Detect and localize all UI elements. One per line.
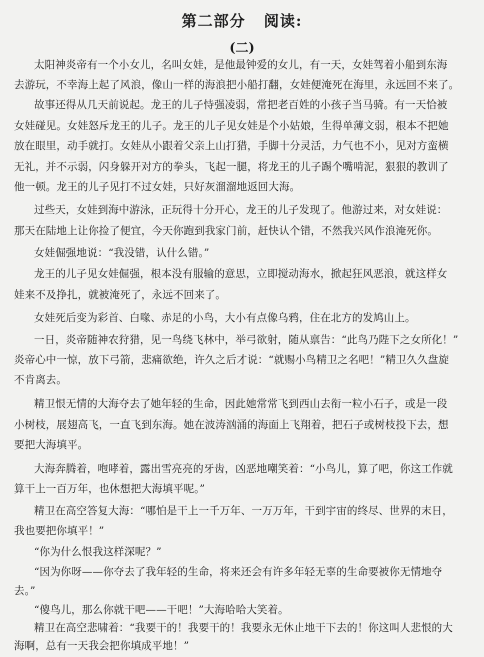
passage-line: 我也要把你填平！” <box>14 525 105 537</box>
passage-line: 去。” <box>14 585 36 597</box>
passage-line: 一日，炎帝随神农狩猎，见一鸟绕飞林中，举弓欲射，随从禀告：“此鸟乃陛下之女所化！” <box>34 334 459 346</box>
passage-line: 精卫在高空答复大海：“哪怕是干上一千万年、一万万年，干到宇宙的终尽、世界的末日， <box>34 505 453 517</box>
passage-line: 女娃死后变为彩首、白喙、赤足的小鸟，大小有点像乌鸦，住在北方的发鸠山上。 <box>34 312 416 324</box>
passage-line: 女娃倔强地说：“我没错，认什么错。” <box>34 247 210 259</box>
passage-line: 精卫在高空悲啸着：“我要干的！我要干的！我要永无休止地干下去的！你这叫人悲恨的大 <box>34 622 453 634</box>
passage-line: 小树枝，展翅高飞，一直飞到东海。她在波涛汹涌的海面上飞翔着，把石子或树枝投下去，想 <box>14 419 449 431</box>
passage-line: 他一顿。龙王的儿子见打不过女娃，只好灰溜溜地返回大海。 <box>14 181 301 193</box>
passage-line: 过些天，女娃到海中游泳，正玩得十分开心，龙王的儿子发现了。他游过来，对女娃说： <box>34 204 448 216</box>
passage-line: “因为你呀——你夺去了我年轻的生命，将来还会有许多年轻无辜的生命要被你无情地夺 <box>34 566 443 578</box>
part-title: 第二部分 <box>181 12 246 30</box>
passage-line <box>14 647 472 648</box>
passage-line: 不肯离去。 <box>14 374 67 386</box>
passage-line: 放在眼里，动手就打。女娃从小跟着父亲上山打猎，手脚十分灵活，力气也不小，见对方蛮横 <box>14 140 449 152</box>
passage-line: 太阳神炎帝有一个小女儿，名叫女娃，是他最钟爱的女儿，有一天，女娃驾着小船到东海 <box>34 59 448 71</box>
passage-line: 精卫恨无情的大海夺去了她年轻的生命，因此她常常飞到西山去衔一粒小石子，或是一段 <box>34 398 448 410</box>
passage-line: 故事还得从几天前说起。龙王的儿子恃强凌弱，常把老百姓的小孩子当马骑。有一天恰被 <box>34 99 448 111</box>
passage-line: 算干上一百万年，也休想把大海填平呢。” <box>14 483 206 495</box>
passage-line: 大海奔腾着，咆哮着，露出雪亮亮的牙齿，凶恶地嘲笑着：“小鸟儿，算了吧，你这工作就 <box>34 463 453 475</box>
passage-line: 龙王的儿子见女娃倔强，根本没有服输的意思，立即搅动海水，掀起狂风恶浪，就这样女 <box>34 268 448 280</box>
passage-line: 那天在陆地上让你捡了便宜，今天你跑到我家门前，赶快认个错，不然我兴风作浪淹死你。 <box>14 225 438 237</box>
passage-line <box>34 645 474 646</box>
passage-line: 去游玩，不幸海上起了风浪，像山一样的海浪把小船打翻，女娃便淹死在海里，永远回不来了。 <box>14 79 460 91</box>
passage-line: 炎帝心中一惊，放下弓箭，悲痛欲绝，许久之后才说：“就赐小鸟精卫之名吧！”精卫久久盘旋 <box>14 354 449 366</box>
passage-line: “你为什么恨我这样深呢？” <box>34 546 162 558</box>
passage-number: (二) <box>229 41 255 56</box>
section-heading <box>0 10 484 31</box>
passage-line: 女娃碰见。女娃怒斥龙王的儿子。龙王的儿子见女娃是个小姑娘，生得单薄文弱，根本不把她 <box>14 120 449 132</box>
reading-title: 阅读: <box>263 12 303 30</box>
passage-line: “傻鸟儿，那么你就干吧——干吧！”大海哈哈大笑着。 <box>34 604 289 616</box>
passage-line: 娃来不及挣扎，就被淹死了，永远不回来了。 <box>14 289 226 301</box>
passage-line: 要把大海填平。 <box>14 439 89 451</box>
passage-line: 海啊，总有一天我会把你填成平地！” <box>14 640 190 652</box>
passage-line: 无礼，并不示弱，闪身躲开对方的拳头，飞起一腿，将龙王的儿子踢个嘴啃泥，狠狠的教训了 <box>14 161 449 173</box>
